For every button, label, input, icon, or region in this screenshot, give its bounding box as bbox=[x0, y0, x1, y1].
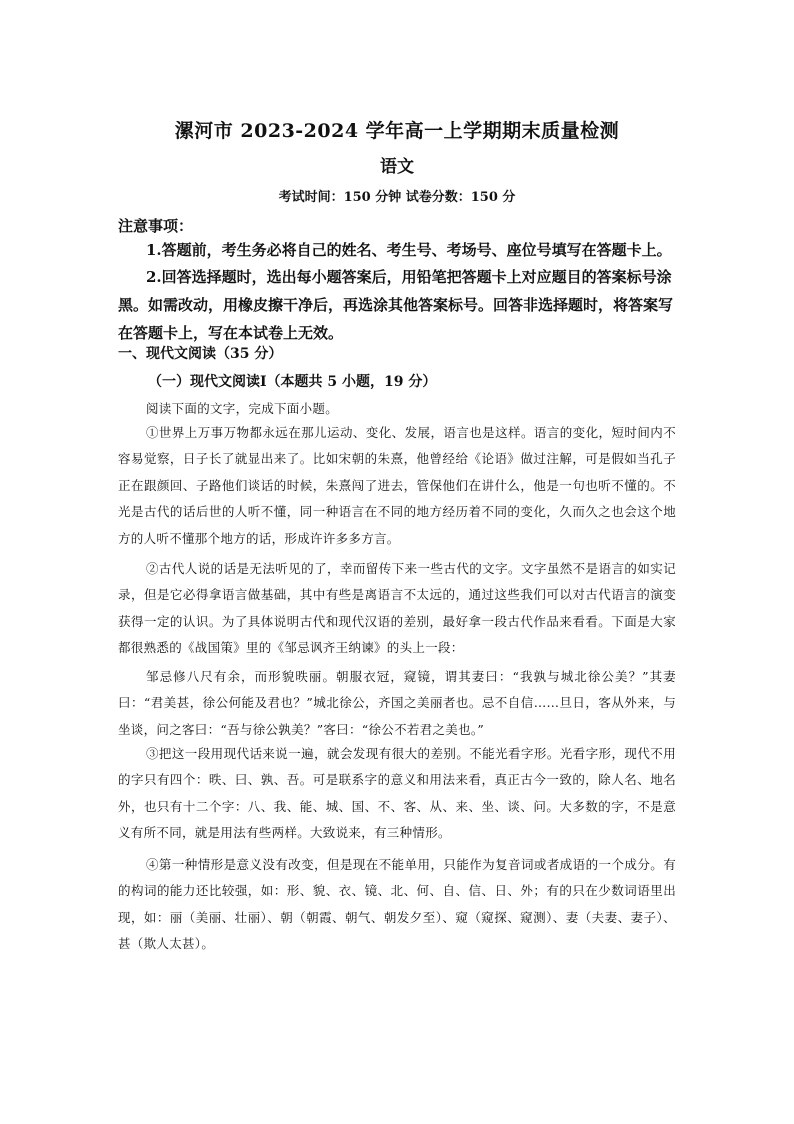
subject-title: 语文 bbox=[380, 157, 414, 177]
exam-info: 考试时间：150 分钟 试卷分数：150 分 bbox=[278, 190, 516, 205]
paragraph-1: ①世界上万事万物都永远在那儿运动、变化、发展，语言也是这样。语言的变化，短时间内不容易觉察，日子长了就显出来了。比如宋朝的朱熹，他曾经给《论语》做过注解，可是假如当孔子正在跟颜回、子路他们谈话的时候，朱熹闯了进去，管保他们在讲什么，他是一句也听不懂的。不光是古代的话后世的人听不懂，同一种语言在不同的地方经历着不同的变化，久而久之也会这个地方的人听不懂那个地方的话，形成许许多多方言。 bbox=[118, 425, 676, 546]
paragraph-4: ④第一种情形是意义没有改变，但是现在不能单用，只能作为复音词或者成语的一个成分。有的构词的能力还比较强，如：形、貌、衣、镜、北、何、自、信、日、外；有的只在少数词语里出现，如：丽（美丽、壮丽）、朝（朝霞、朝气、朝发夕至）、窥（窥探、窥测）、妻（夫妻、妻子）、甚（欺人太甚）。 bbox=[118, 857, 676, 952]
subsection-heading: （一）现代文阅读Ⅰ（本题共 5 小题，19 分） bbox=[148, 374, 437, 390]
quoted-passage: 邹忌修八尺有余，而形貌昳丽。朝服衣冠，窥镜，谓其妻曰：“我孰与城北徐公美？”其妻曰：“君美甚，徐公何能及君也？”城北徐公，齐国之美丽者也。忌不自信……旦日，客从外来，与坐谈，问之客曰：“吾与徐公孰美？”客曰：“徐公不若君之美也。” bbox=[118, 669, 676, 737]
section-heading: 一、现代文阅读（35 分） bbox=[118, 346, 283, 362]
reading-instruction: 阅读下面的文字，完成下面小题。 bbox=[146, 401, 339, 416]
paragraph-3: ③把这一段用现代话来说一遍，就会发现有很大的差别。不能光看字形。光看字形，现代不用的字只有四个：昳、曰、孰、吾。可是联系字的意义和用法来看，真正古今一致的，除人名、地名外，也只有十二个字：八、我、能、城、国、不、客、从、来、坐、谈、问。大多数的字，不是意义有所不同，就是用法有些两样。大致说来，有三种情形。 bbox=[118, 746, 676, 841]
notice-item-1: 1.答题前，考生务必将自己的姓名、考生号、考场号、座位号填写在答题卡上。 bbox=[146, 241, 672, 259]
exam-title: 漯河市 2023-2024 学年高一上学期期末质量检测 bbox=[174, 120, 620, 142]
notice-item-2: 2.回答选择题时，选出每小题答案后，用铅笔把答题卡上对应题目的答案标号涂黑。如需改动，用橡皮擦干净后，再选涂其他答案标号。回答非选择题时，将答案写在答题卡上，写在本试卷上无效。 bbox=[118, 268, 674, 342]
notice-heading: 注意事项： bbox=[118, 217, 194, 235]
paragraph-2: ②古代人说的话是无法听见的了，幸而留传下来一些古代的文字。文字虽然不是语言的如实记录，但是它必得拿语言做基础，其中有些是离语言不太远的，通过这些我们可以对古代语言的演变获得一定的认识。为了具体说明古代和现代汉语的差别，最好拿一段古代作品来看看。下面是大家都很熟悉的《战国策》里的《邹忌讽齐王纳谏》的头上一段： bbox=[118, 561, 676, 656]
